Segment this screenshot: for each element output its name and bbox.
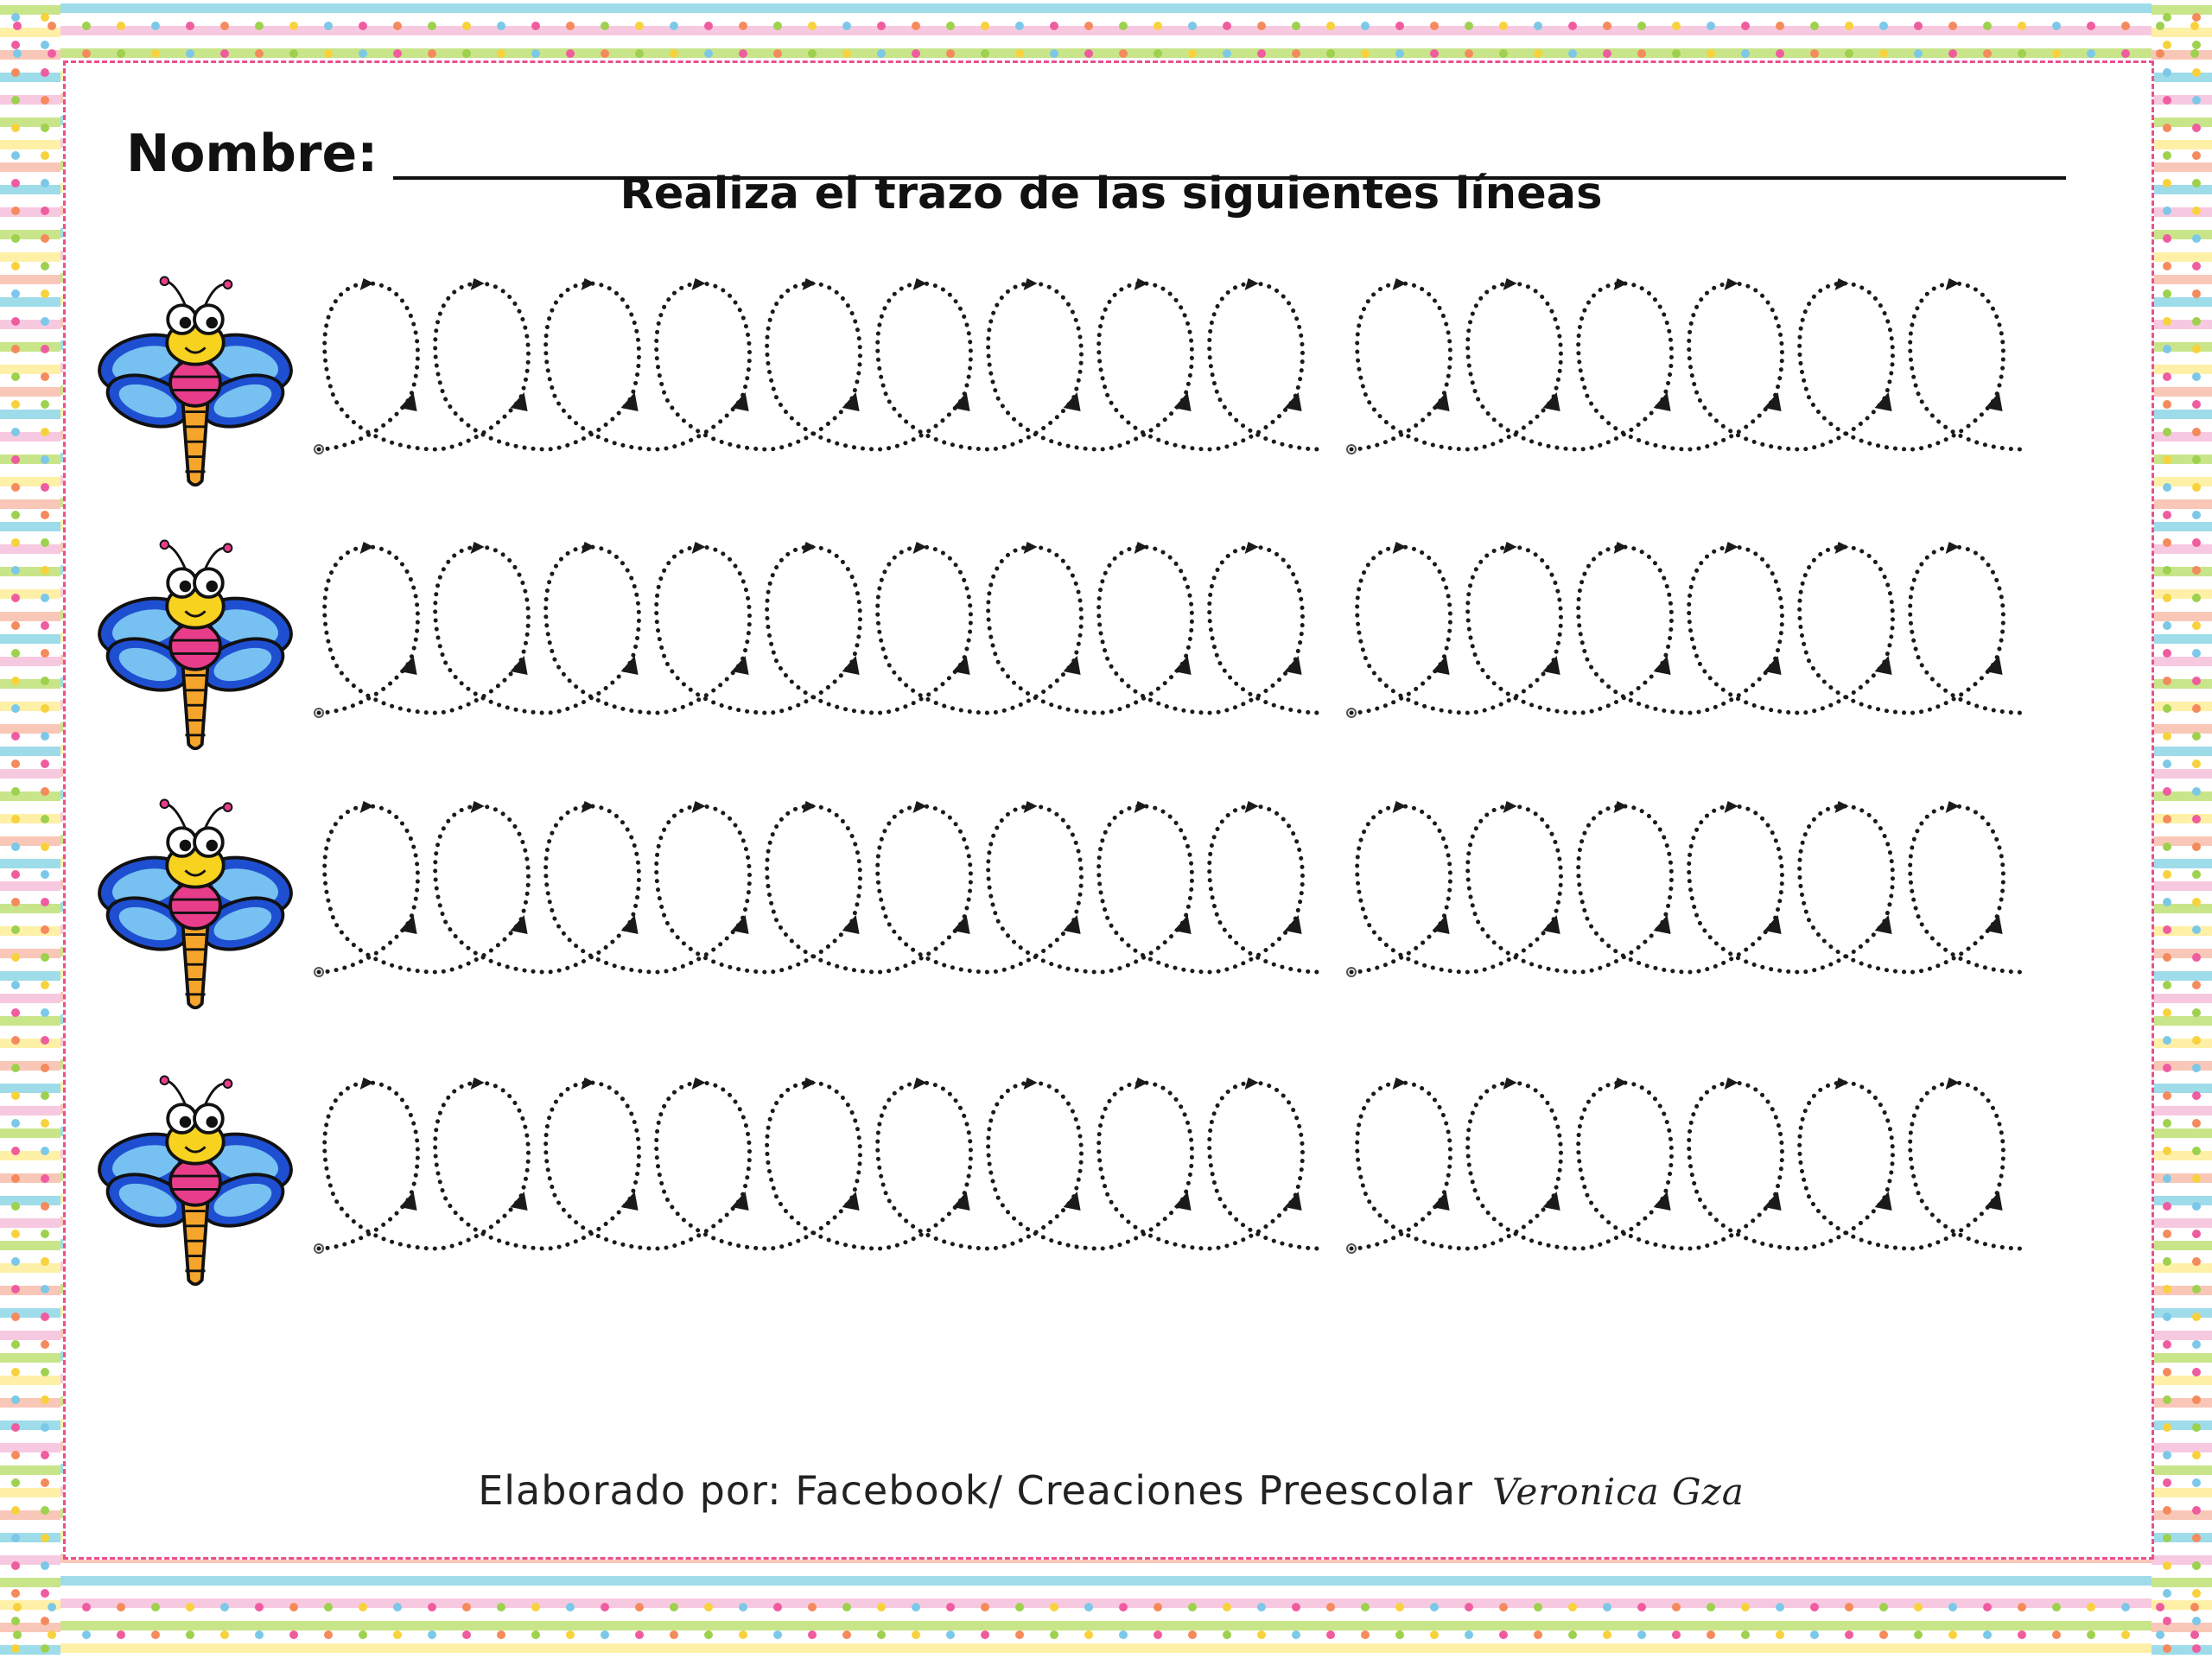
dotted-loop-trace[interactable] (312, 266, 1349, 474)
dotted-loop-trace[interactable] (1344, 789, 2212, 996)
dotted-loop-trace[interactable] (1344, 266, 2212, 474)
name-label: Nombre: (126, 124, 378, 184)
tracing-row (66, 266, 2157, 491)
dragonfly-icon (83, 1065, 308, 1290)
instruction-title: Realiza el trazo de las siguientes líneas (620, 168, 1603, 219)
dragonfly-icon (83, 530, 308, 754)
tracing-row (66, 789, 2157, 1014)
dotted-loop-trace[interactable] (1344, 1065, 2212, 1273)
tracing-row (66, 530, 2157, 754)
dotted-loop-trace[interactable] (312, 1065, 1349, 1273)
dragonfly-icon (83, 266, 308, 491)
dotted-loop-trace[interactable] (1344, 530, 2212, 737)
dotted-loop-trace[interactable] (312, 530, 1349, 737)
worksheet-sheet (63, 60, 2154, 1560)
credit-line (66, 1467, 2157, 1514)
dragonfly-icon (83, 789, 308, 1014)
dotted-loop-trace[interactable] (312, 789, 1349, 996)
author-signature: Veronica Gza (1491, 1471, 1745, 1513)
tracing-row (66, 1065, 2157, 1290)
credit-text: Elaborado por: Facebook/ Creaciones Preescolar (478, 1467, 1473, 1514)
